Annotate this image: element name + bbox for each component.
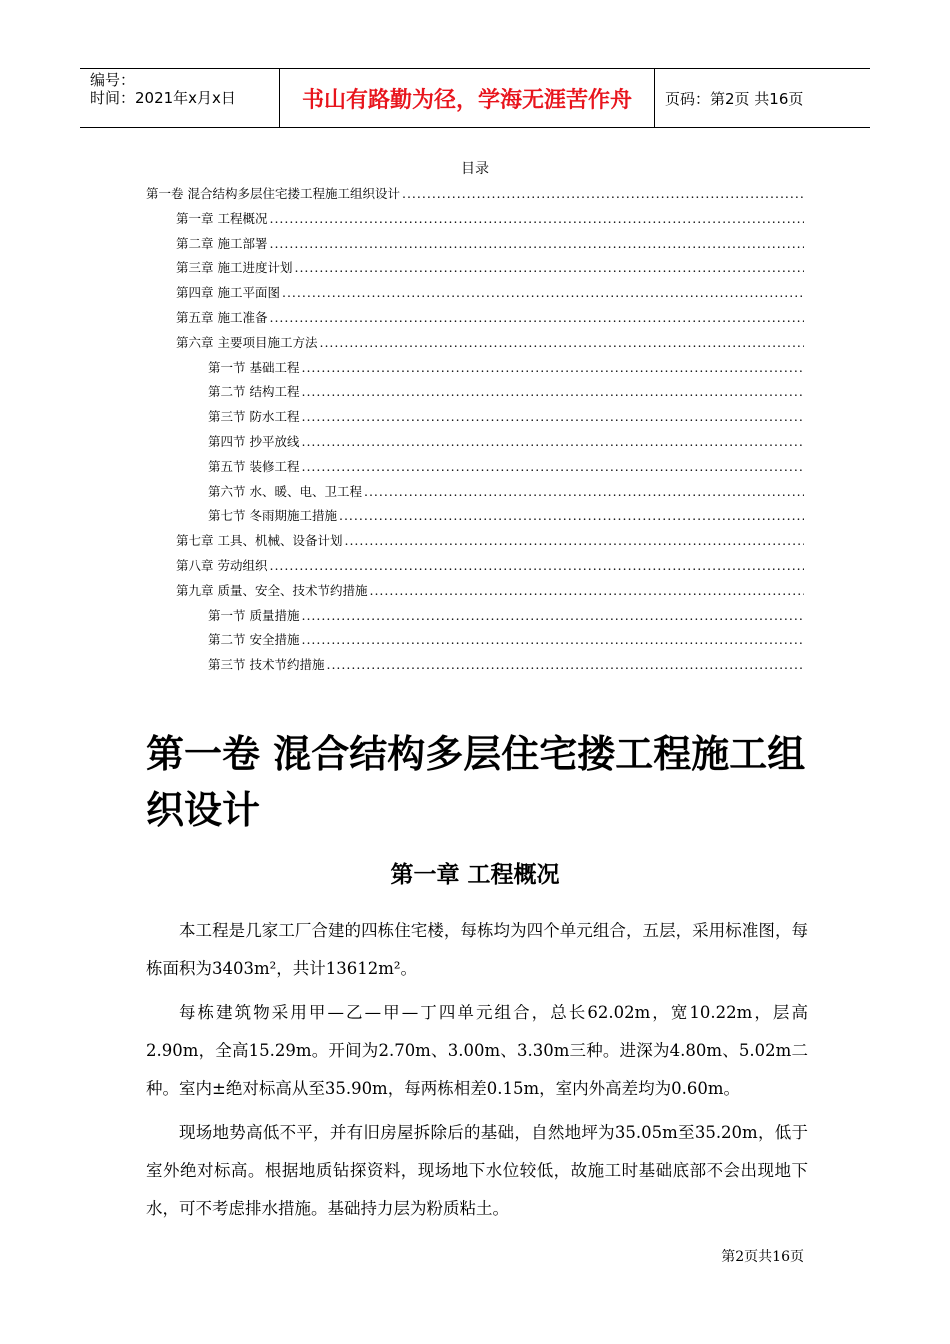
toc-entry[interactable]	[146, 209, 804, 234]
toc-entry[interactable]	[146, 482, 804, 507]
document-number-label: 编号：	[90, 71, 136, 89]
toc-entry-label: 第六节 水、暖、电、卫工程	[208, 483, 362, 499]
header-motto: 书山有路勤为径，学海无涯苦作舟	[280, 69, 655, 127]
toc-entry[interactable]	[146, 308, 804, 333]
toc-entry[interactable]	[146, 531, 804, 556]
toc-leader-dots	[282, 285, 804, 300]
toc-leader-dots	[326, 657, 804, 672]
toc-entry-label: 第九章 质量、安全、技术节约措施	[176, 582, 368, 598]
toc-entry-label: 第四章 施工平面图	[176, 285, 280, 301]
toc-leader-dots	[301, 459, 804, 474]
toc-entry[interactable]	[146, 506, 804, 531]
body-paragraph-2	[146, 994, 808, 1108]
header-meta	[80, 69, 280, 127]
toc-entry[interactable]	[146, 382, 804, 407]
toc-entry-label: 第八章 劳动组织	[176, 557, 268, 573]
toc-leader-dots	[402, 186, 804, 201]
toc-entry-label: 第三节 技术节约措施	[208, 657, 325, 673]
toc-leader-dots	[301, 384, 804, 399]
toc-leader-dots	[301, 434, 804, 449]
body-paragraph-1	[146, 912, 808, 988]
toc-entry[interactable]	[146, 333, 804, 358]
toc-entry-label: 第三章 施工进度计划	[176, 260, 293, 276]
toc-entry[interactable]	[146, 407, 804, 432]
toc-entry-label: 第一节 质量措施	[208, 607, 300, 623]
toc-entry-label: 第五章 施工准备	[176, 309, 268, 325]
toc-leader-dots	[339, 508, 804, 523]
toc-title: 目录	[461, 161, 489, 177]
toc-entry-label: 第一章 工程概况	[176, 210, 268, 226]
toc-entry-label: 第五节 装修工程	[208, 458, 300, 474]
toc-entry-label: 第一卷 混合结构多层住宅搂工程施工组织设计	[146, 186, 400, 201]
table-of-contents	[146, 184, 804, 680]
paragraph-text: 每栋建筑物采用甲—乙—甲—丁四单元组合，总长62.02m，宽10.22m，层高2.90m，全高15.29m。开间为2.70m、3.00m、3.30m三种。进深为4.80m、5.02m二种。室内±绝对标高从至35.90m，每两栋相差0.15m，室内外高差均为0.60m。	[146, 1003, 808, 1098]
toc-entry[interactable]	[146, 258, 804, 283]
toc-leader-dots	[364, 484, 804, 499]
toc-entry-label: 第二节 安全措施	[208, 632, 300, 648]
toc-entry[interactable]	[146, 283, 804, 308]
toc-entry-label: 第一节 基础工程	[208, 359, 300, 375]
toc-entry[interactable]	[146, 457, 804, 482]
page-header	[80, 68, 870, 128]
header-page-label: 页码：第2页 共16页	[665, 89, 804, 108]
toc-entry[interactable]	[146, 581, 804, 606]
toc-entry-label: 第三节 防水工程	[208, 409, 300, 425]
toc-entry-label: 第七节 冬雨期施工措施	[208, 508, 337, 524]
toc-entry[interactable]	[146, 358, 804, 383]
toc-leader-dots	[301, 608, 804, 623]
page-footer: 第2页共16页	[721, 1249, 804, 1265]
toc-entry[interactable]	[146, 234, 804, 259]
toc-leader-dots	[301, 409, 804, 424]
chapter-title: 第一章 工程概况	[390, 862, 560, 888]
paragraph-text: 现场地势高低不平，并有旧房屋拆除后的基础，自然地坪为35.05m至35.20m，低于室外绝对标高。根据地质钻探资料，现场地下水位较低，故施工时基础底部不会出现地下水，可不考虑排水措施。基础持力层为粉质粘土。	[146, 1123, 808, 1218]
volume-title: 第一卷 混合结构多层住宅搂工程施工组织设计	[146, 732, 806, 832]
toc-entry[interactable]	[146, 655, 804, 680]
body-paragraph-3	[146, 1114, 808, 1228]
toc-entry[interactable]	[146, 556, 804, 581]
toc-entry-label: 第二章 施工部署	[176, 235, 268, 251]
toc-entry-label: 第六章 主要项目施工方法	[176, 334, 318, 350]
toc-leader-dots	[269, 310, 804, 325]
toc-entry[interactable]	[146, 432, 804, 457]
toc-leader-dots	[301, 632, 804, 647]
toc-entry-label: 第七章 工具、机械、设备计划	[176, 533, 343, 549]
toc-leader-dots	[301, 360, 804, 375]
paragraph-text: 本工程是几家工厂合建的四栋住宅楼，每栋均为四个单元组合，五层，采用标准图，每栋面积为3403m²，共计13612m²。	[146, 921, 808, 978]
toc-leader-dots	[319, 335, 804, 350]
toc-entry-label: 第二节 结构工程	[208, 384, 300, 400]
toc-entry-label: 第四节 抄平放线	[208, 433, 300, 449]
toc-leader-dots	[269, 211, 804, 226]
toc-entry[interactable]	[146, 630, 804, 655]
document-time-label: 时间：2021年x月x日	[90, 89, 236, 107]
toc-leader-dots	[269, 236, 804, 251]
toc-entry[interactable]	[146, 606, 804, 631]
toc-leader-dots	[344, 533, 804, 548]
toc-leader-dots	[269, 558, 804, 573]
toc-leader-dots	[369, 583, 804, 598]
toc-leader-dots	[294, 260, 804, 275]
toc-entry[interactable]	[146, 184, 804, 209]
